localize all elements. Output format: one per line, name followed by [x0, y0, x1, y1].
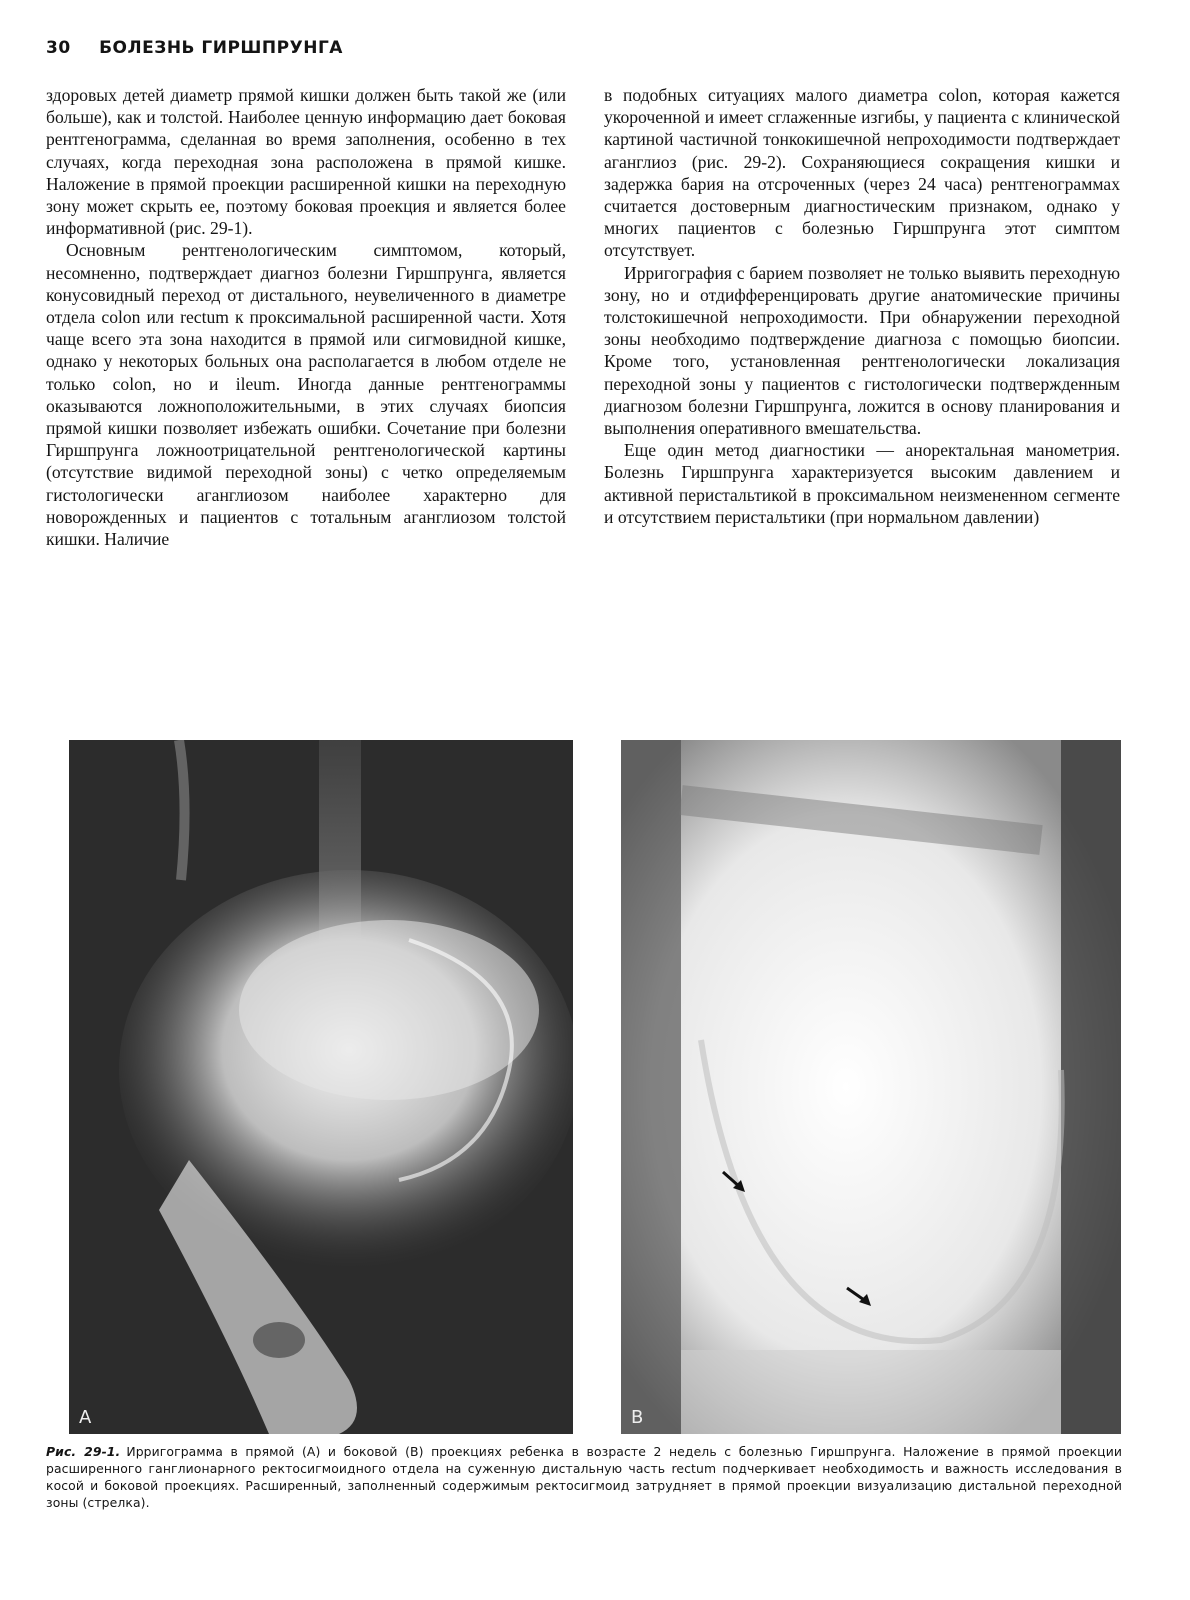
caption-label: Рис. 29-1.: [46, 1444, 121, 1459]
radiograph-frontal-image: [69, 740, 573, 1434]
right-paragraph-2: Ирригография с барием позволяет не только выявить переходную зону, но и отдифференцировать другие анатомические причины толстокишечной непроходимости. При обнаружении переходной зоны необходимо подтверждение диагноза с помощью биопсии. Кроме того, установленная рентгенологически локализация переходной зоны у пациентов с гистологически подтвержденным диагнозом болезни Гиршпрунга, ложится в основу планирования и выполнения оперативного вмешательства.: [604, 262, 1120, 439]
figure-caption: [46, 1443, 1122, 1511]
left-paragraph-2: Основным рентгенологическим симптомом, который, несомненно, подтверждает диагноз болезни Гиршпрунга, является конусовидный переход от дистального, неувеличенного в диаметре отдела colon или rectum к проксимальной расширенной части. Хотя чаще всего эта зона находится в прямой или сигмовидной кишке, однако у некоторых больных она располагается в любом отделе не только colon, но и ileum. Иногда данные рентгенограммы оказываются ложноположительными, в этих случаях биопсия прямой кишки позволяет избежать ошибки. Сочетание при болезни Гиршпрунга ложноотрицательной рентгенологической картины (отсутствие видимой переходной зоны) с четко определяемым гистологически аганглиозом наиболее характерно для новорожденных и пациентов с тотальным аганглиозом толстой кишки. Наличие: [46, 240, 566, 550]
right-text-column: [604, 84, 1120, 528]
panel-letter-a: A: [79, 1407, 92, 1428]
radiograph-lateral-image: [621, 740, 1121, 1434]
right-paragraph-3: Еще один метод диагностики — аноректальная манометрия. Болезнь Гиршпрунга характеризуется высоким давлением и активной перистальтикой в проксимальном неизмененном сегменте и отсутствием перистальтики (при нормальном давлении): [604, 440, 1120, 527]
running-title: БОЛЕЗНЬ ГИРШПРУНГА: [99, 38, 343, 58]
radiograph-frontal-panel-a: [69, 740, 573, 1434]
left-paragraph-1: здоровых детей диаметр прямой кишки должен быть такой же (или больше), как и толстой. Наиболее ценную информацию дает боковая рентгенограмма, сделанная во время заполнения, особенно в тех случаях, когда переходная зона расположена в прямой кишке. Наложение в прямой проекции расширенной кишки на переходную зону может скрыть ее, поэтому боковая проекция и является более информативной (рис. 29-1).: [46, 85, 566, 239]
caption-text: Ирригограмма в прямой (А) и боковой (В) проекциях ребенка в возрасте 2 недель с болезнью Гиршпрунга. Наложение в прямой проекции расширенного ганглионарного ректосигмоидного отдела на суженную дистальную часть rectum подчеркивает необходимость и важность исследования в косой и боковой проекциях. Расширенный, заполненный содержимым ректосигмоид затрудняет в прямой проекции визуализацию дистальной переходной зоны (стрелка).: [46, 1444, 1122, 1510]
page-number: 30: [46, 38, 71, 58]
panel-letter-b: B: [631, 1407, 644, 1428]
right-paragraph-1: в подобных ситуациях малого диаметра colon, которая кажется укороченной и имеет сглаженные изгибы, у пациента с клинической картиной частичной тонкокишечной непроходимости подтверждает аганглиоз (рис. 29-2). Сохраняющиеся сокращения кишки и задержка бария на отсроченных (через 24 часа) рентгенограммах считается достоверным диагностическим признаком, однако у многих пациентов с болезнью Гиршпрунга этот симптом отсутствует.: [604, 85, 1120, 261]
running-header: [46, 38, 343, 58]
radiograph-lateral-panel-b: [621, 740, 1121, 1434]
left-text-column: [46, 84, 566, 550]
